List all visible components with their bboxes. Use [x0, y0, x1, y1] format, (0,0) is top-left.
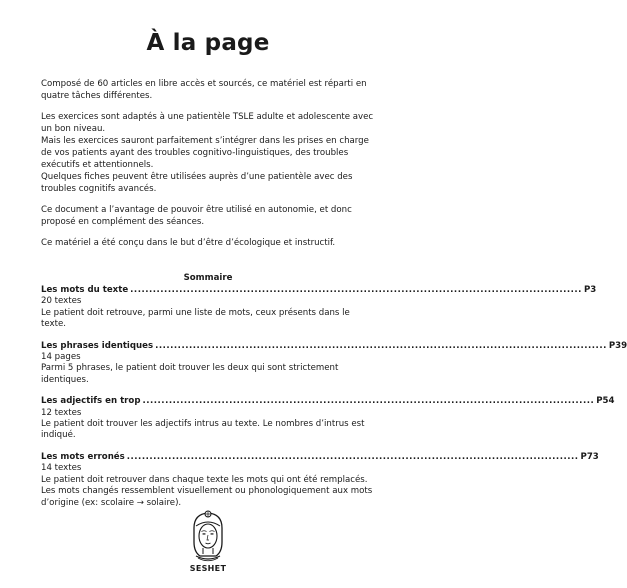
toc-entry-count: 14 pages [41, 352, 81, 363]
intro-paragraph: Quelques fiches peuvent être utilisées auprès d’une patientèle avec des troubles cognitifs avancés. [41, 172, 353, 194]
toc-entry-title: Les mots erronés [41, 451, 125, 462]
toc-entry-page: P39 [608, 340, 627, 351]
toc-entry-title: Les phrases identiques [41, 340, 154, 351]
toc-entry-count: 14 textes [41, 463, 82, 474]
table-of-contents [41, 285, 627, 519]
seshet-face-icon [184, 508, 232, 564]
toc-entry-page: P73 [580, 451, 599, 462]
toc-entry-description: Le patient doit trouver les adjectifs intrus au texte. Le nombres d’intrus est indiqué. [41, 419, 365, 441]
toc-entry [41, 340, 627, 387]
toc-entry [41, 285, 597, 331]
page-title: À la page [146, 30, 270, 56]
toc-entry-count: 12 textes [41, 407, 82, 418]
sommaire-heading: Sommaire [183, 273, 233, 283]
toc-entry-description: Le patient doit retrouve, parmi une liste de mots, ceux présents dans le texte. [41, 307, 350, 330]
toc-entry-page: P54 [596, 396, 615, 407]
intro-paragraph: Ce matériel a été conçu dans le but d’être d’écologique et instructif. [41, 238, 336, 248]
toc-entry-count: 20 textes [41, 296, 82, 307]
intro-paragraph: Les exercices sont adaptés à une patientèle TSLE adulte et adolescente avec un bon niveau. [41, 112, 374, 134]
intro-paragraph: Ce document a l’avantage de pouvoir être utilisé en autonomie, et donc proposé en complément des séances. [41, 205, 352, 227]
intro-paragraph: Mais les exercices sauront parfaitement s’intégrer dans les prises en charge de vos patients ayant des troubles cognitivo-linguistiques, des troubles exécutifs et attentionnels. [41, 136, 369, 170]
toc-entry-title: Les mots du texte [41, 285, 129, 295]
toc-entry-description: Le patient doit retrouver dans chaque texte les mots qui ont été remplacés. [41, 474, 368, 485]
toc-entry-description: Les mots changés ressemblent visuellement ou phonologiquement aux mots d’origine (ex: scolaire → solaire). [41, 486, 373, 508]
toc-entry-page: P3 [583, 285, 597, 295]
toc-entry-heading[interactable] [41, 396, 615, 407]
toc-leader-dots: ........................................................................................................................ [130, 285, 582, 295]
toc-entry [41, 451, 599, 509]
toc-leader-dots: ........................................................................................................................ [155, 340, 607, 351]
toc-entry-heading[interactable] [41, 340, 627, 352]
logo-text: SESHET [189, 564, 227, 573]
toc-entry-title: Les adjectifs en trop [41, 396, 141, 407]
toc-entry-heading[interactable] [41, 285, 597, 296]
toc-leader-dots: ........................................................................................................................ [142, 396, 595, 407]
toc-entry-description: Parmi 5 phrases, le patient doit trouver les deux qui sont strictement identiques. [41, 363, 339, 385]
intro-section [41, 78, 375, 258]
toc-entry [41, 396, 615, 442]
toc-entry-heading[interactable] [41, 451, 599, 463]
intro-paragraph: Composé de 60 articles en libre accès et sourcés, ce matériel est réparti en quatre tâches différentes. [41, 79, 367, 101]
toc-leader-dots: ........................................................................................................................ [126, 451, 579, 462]
